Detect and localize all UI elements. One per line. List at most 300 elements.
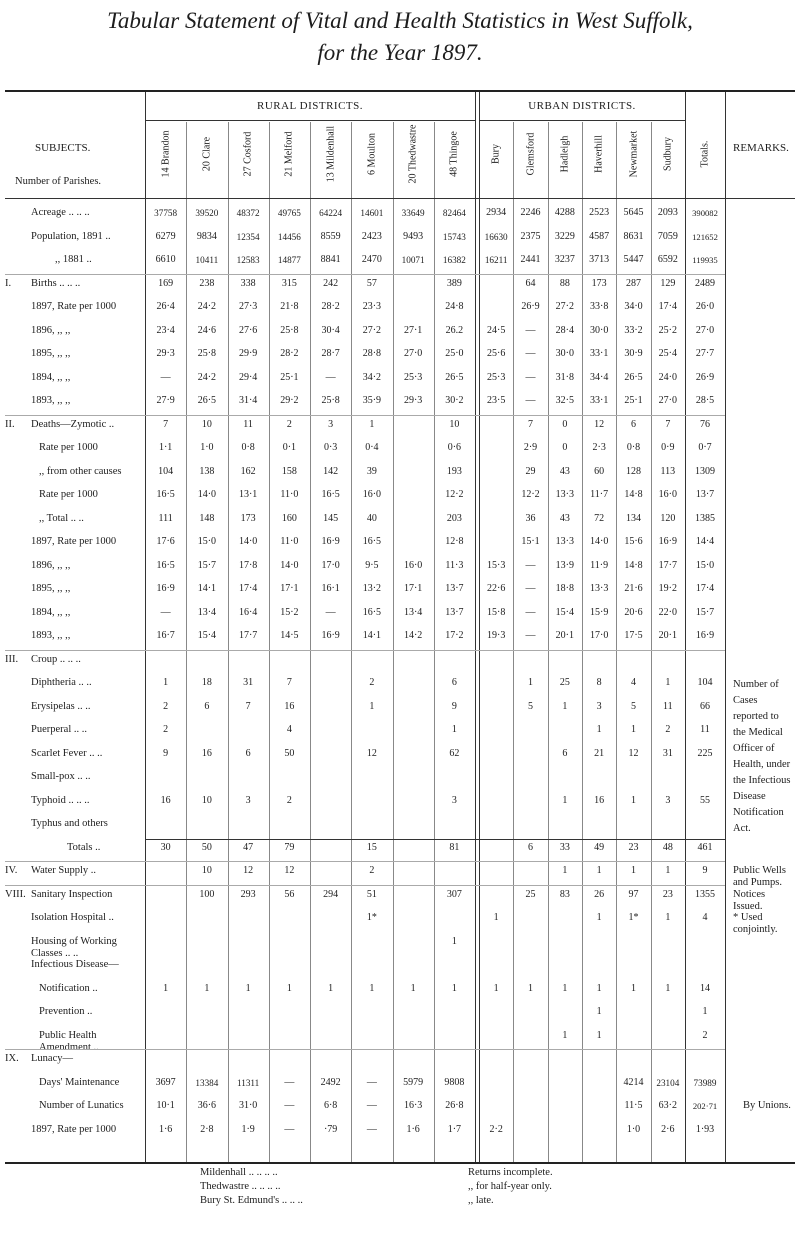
- table-cell: 173: [591, 277, 607, 289]
- table-cell: 15·2: [280, 606, 299, 618]
- table-cell: 27·2: [362, 324, 382, 336]
- table-cell: 51: [366, 888, 377, 900]
- table-cell: 30·9: [624, 348, 643, 359]
- table-cell: 2492: [320, 1076, 341, 1088]
- column-divider: [228, 122, 229, 1162]
- table-cell: 16: [284, 700, 295, 712]
- row-label: Housing of Working Classes .. ..: [31, 935, 117, 959]
- table-cell: 6610: [155, 254, 176, 265]
- row-label: Days' Maintenance: [39, 1076, 120, 1088]
- table-cell: 14·0: [238, 536, 258, 547]
- table-cell: 25·1: [280, 371, 299, 383]
- table-cell: 64: [525, 277, 536, 289]
- table-cell: 0·6: [447, 442, 462, 453]
- row-label: ,, from other causes: [39, 465, 122, 477]
- table-cell: 26.2: [445, 324, 464, 336]
- table-cell: 1: [562, 982, 568, 994]
- table-cell: 100: [199, 888, 215, 900]
- table-cell: 111: [158, 512, 173, 524]
- table-cell: 16·0: [403, 559, 423, 571]
- row-label: Water Supply ..: [31, 865, 97, 876]
- table-cell: 49: [594, 841, 605, 853]
- table-cell: 12·2: [521, 489, 540, 500]
- table-cell: 62: [449, 747, 460, 759]
- table-cell: 25·8: [321, 395, 340, 406]
- district-header: Newmarket: [628, 130, 639, 178]
- table-cell: 24·2: [197, 371, 217, 383]
- table-cell: 13·7: [695, 489, 715, 500]
- section-number: II.: [5, 418, 15, 430]
- table-cell: 33·1: [589, 348, 609, 359]
- table-cell: 27·0: [695, 324, 715, 336]
- table-cell: 2: [369, 677, 375, 688]
- table-cell: 2375: [520, 230, 541, 242]
- footnote-note: ,, for half-year only.: [468, 1181, 552, 1192]
- table-cell: 17·7: [658, 559, 677, 571]
- table-cell: 15: [366, 841, 377, 853]
- table-cell: 1: [562, 865, 568, 876]
- table-cell: 30·0: [555, 348, 574, 359]
- table-cell: 389: [446, 277, 462, 289]
- table-cell: 28·7: [321, 348, 340, 359]
- table-cell: 30: [160, 841, 171, 853]
- table-cell: 3: [596, 700, 602, 712]
- table-cell: 142: [323, 465, 339, 477]
- section-number: IV.: [5, 865, 18, 876]
- section-number: I.: [5, 277, 12, 289]
- row-label: Deaths—Zymotic ..: [31, 418, 115, 430]
- table-cell: —: [525, 348, 536, 359]
- table-cell: 16211: [484, 255, 508, 265]
- row-label: 1896, ,, ,,: [31, 324, 71, 336]
- table-cell: —: [160, 371, 171, 383]
- table-cell: 1·1: [158, 442, 173, 453]
- table-cell: 13·4: [403, 606, 423, 618]
- table-cell: 0: [562, 442, 568, 453]
- table-cell: 26·5: [445, 371, 464, 383]
- table-cell: 37758: [154, 208, 178, 218]
- table-cell: 16382: [442, 255, 466, 265]
- table-cell: 1355: [695, 888, 715, 900]
- table-cell: 1: [665, 912, 671, 923]
- table-cell: 12354: [236, 231, 260, 242]
- remark-notified-cases: Number of Cases reported to the Medical Officer of Health, under the Infectious Disease Notification Act.: [733, 679, 791, 834]
- table-cell: 10: [201, 865, 212, 876]
- table-cell: 8559: [320, 230, 341, 242]
- table-cell: 11311: [236, 1077, 260, 1088]
- table-cell: 28·5: [695, 395, 715, 406]
- table-cell: 27·0: [403, 348, 423, 359]
- remark-lunacy: By Unions.: [743, 1100, 791, 1111]
- table-cell: 2: [369, 865, 375, 876]
- table-cell: 6592: [657, 254, 678, 265]
- table-cell: 20·6: [624, 606, 643, 618]
- table-cell: —: [525, 583, 536, 594]
- table-cell: 16630: [484, 231, 508, 242]
- table-cell: 17·0: [321, 559, 340, 571]
- table-cell: 36: [525, 512, 536, 524]
- row-label: Puerperal .. ..: [31, 724, 87, 735]
- column-divider: [145, 92, 146, 1162]
- table-cell: 34·4: [589, 371, 609, 383]
- table-cell: 33649: [401, 208, 425, 218]
- table-cell: 10: [449, 418, 460, 430]
- table-cell: 16·5: [156, 559, 175, 571]
- table-cell: 17·4: [238, 583, 258, 594]
- table-cell: 5: [631, 700, 636, 712]
- table-cell: 128: [626, 465, 641, 477]
- column-divider: [582, 122, 583, 1162]
- table-cell: 0·9: [661, 442, 675, 453]
- table-cell: 28·8: [362, 348, 382, 359]
- table-cell: 1: [596, 1006, 602, 1017]
- table-cell: 1: [665, 982, 671, 994]
- table-cell: 16: [160, 794, 171, 806]
- district-header: Haverhill: [593, 135, 605, 173]
- table-cell: 16·9: [695, 630, 715, 641]
- table-cell: 17·1: [280, 583, 299, 594]
- table-cell: 9: [451, 700, 457, 712]
- table-cell: 16·0: [658, 489, 677, 500]
- table-cell: 1: [596, 912, 602, 923]
- table-cell: 11·7: [590, 489, 609, 500]
- table-cell: 11·0: [280, 536, 299, 547]
- table-cell: 1·0: [626, 1123, 641, 1135]
- district-header: Hadleigh: [559, 135, 571, 173]
- table-cell: 24·5: [486, 324, 506, 336]
- column-divider: [725, 92, 726, 1162]
- section-rule: [5, 415, 725, 416]
- table-cell: 134: [626, 512, 641, 524]
- row-label: 1894, ,, ,,: [31, 606, 71, 618]
- table-cell: 6: [204, 700, 210, 712]
- row-label: Acreage .. .. ..: [31, 207, 90, 218]
- column-divider: [513, 122, 514, 1162]
- table-cell: 43: [559, 512, 570, 524]
- table-cell: —: [525, 606, 536, 618]
- table-cell: 21·6: [624, 583, 643, 594]
- table-cell: 2093: [657, 207, 678, 218]
- table-cell: 83: [559, 888, 570, 900]
- table-cell: 1: [665, 865, 671, 876]
- column-divider: [351, 122, 352, 1162]
- table-cell: 11: [243, 418, 253, 430]
- table-cell: 31·0: [238, 1100, 258, 1111]
- table-cell: 15·9: [589, 606, 609, 618]
- table-cell: 31: [243, 677, 254, 688]
- table-cell: 48: [662, 841, 673, 853]
- row-label: Prevention ..: [39, 1006, 93, 1017]
- table-cell: 33·1: [589, 395, 609, 406]
- table-cell: 27·1: [403, 324, 423, 336]
- table-cell: 33·8: [589, 301, 609, 312]
- district-header: 13 Mildenhall: [325, 125, 337, 183]
- table-cell: 5979: [403, 1076, 424, 1088]
- header-rule: [479, 120, 685, 121]
- row-label: Lunacy—: [31, 1053, 73, 1064]
- table-cell: 25·3: [486, 371, 506, 383]
- row-label: Rate per 1000: [39, 442, 98, 453]
- table-cell: 5645: [623, 207, 644, 218]
- row-label: Sanitary Inspection: [31, 888, 113, 900]
- table-cell: 12: [628, 747, 639, 759]
- table-cell: 169: [158, 277, 174, 289]
- table-cell: 16·5: [362, 606, 382, 618]
- table-cell: 20·1: [555, 630, 574, 641]
- row-label: Infectious Disease—: [31, 959, 119, 970]
- table-cell: 57: [366, 277, 377, 289]
- table-cell: 18·8: [555, 583, 574, 594]
- table-cell: 49765: [277, 208, 301, 218]
- table-cell: 17·2: [445, 630, 464, 641]
- table-cell: 158: [281, 465, 297, 477]
- table-cell: 1: [451, 935, 457, 947]
- row-label: 1895, ,, ,,: [31, 348, 71, 359]
- row-label: Notification ..: [39, 982, 98, 994]
- table-cell: 27·2: [555, 301, 574, 312]
- table-cell: 3: [328, 418, 334, 430]
- table-cell: 9·5: [365, 559, 379, 571]
- urban-districts-header: URBAN DISTRICTS.: [528, 100, 636, 112]
- table-cell: 2934: [486, 207, 507, 218]
- table-cell: —: [284, 1123, 295, 1135]
- table-cell: 9834: [196, 230, 217, 242]
- table-cell: 60: [594, 465, 605, 477]
- table-cell: 14·5: [280, 630, 299, 641]
- table-cell: 1: [493, 982, 499, 994]
- table-cell: 14·0: [589, 536, 609, 547]
- table-cell: 2: [163, 724, 169, 735]
- table-cell: 26·8: [445, 1100, 464, 1111]
- table-cell: 293: [240, 888, 256, 900]
- table-cell: 104: [158, 465, 174, 477]
- row-label: Typhoid .. .. ..: [31, 794, 90, 806]
- table-cell: 39: [366, 465, 377, 477]
- table-cell: 307: [446, 888, 462, 900]
- row-label: Diphtheria .. ..: [31, 677, 92, 688]
- table-cell: 28·4: [555, 324, 574, 336]
- table-cell: 242: [323, 277, 339, 289]
- table-cell: 3713: [589, 254, 610, 265]
- table-cell: 2·3: [592, 442, 606, 453]
- table-cell: 2·8: [200, 1123, 214, 1135]
- table-cell: 0: [562, 418, 568, 430]
- table-cell: 26·5: [197, 395, 217, 406]
- table-cell: 6: [562, 747, 568, 759]
- table-cell: 238: [199, 277, 215, 289]
- column-divider: [393, 122, 394, 1162]
- table-cell: 1: [369, 418, 375, 430]
- table-cell: 26·4: [156, 301, 175, 312]
- table-cell: 3237: [554, 254, 575, 265]
- table-cell: 294: [323, 888, 339, 900]
- totals-rule: [145, 839, 725, 840]
- table-cell: 1: [369, 700, 375, 712]
- row-label: ,, 1881 ..: [55, 254, 92, 265]
- table-cell: 16·5: [321, 489, 340, 500]
- table-cell: 13·7: [445, 583, 464, 594]
- table-cell: 7: [286, 677, 292, 688]
- table-cell: 29: [525, 465, 536, 477]
- table-cell: 11: [663, 700, 673, 712]
- row-label: Totals ..: [67, 841, 101, 853]
- section-number: IX.: [5, 1053, 19, 1064]
- column-divider: [434, 122, 435, 1162]
- section-rule: [5, 650, 725, 651]
- table-cell: 3697: [155, 1076, 176, 1088]
- table-cell: 35·9: [362, 395, 382, 406]
- table-cell: 6: [631, 418, 636, 430]
- table-cell: 30·4: [321, 324, 340, 336]
- row-label: 1897, Rate per 1000: [31, 1123, 117, 1135]
- table-cell: 1: [163, 677, 169, 688]
- table-cell: 4587: [589, 230, 610, 242]
- table-cell: ·79: [323, 1123, 338, 1135]
- table-cell: 9: [163, 747, 169, 759]
- row-label: Erysipelas .. ..: [31, 700, 91, 712]
- table-cell: 5447: [623, 254, 644, 265]
- table-cell: 20·1: [658, 630, 677, 641]
- table-cell: 2: [286, 794, 292, 806]
- table-cell: 193: [446, 465, 462, 477]
- district-header: 14 Brandon: [160, 130, 172, 178]
- table-cell: 6: [451, 677, 457, 688]
- table-cell: 72: [594, 512, 605, 524]
- table-cell: 25·2: [658, 324, 677, 336]
- table-cell: 338: [240, 277, 256, 289]
- table-cell: 21·8: [280, 301, 299, 312]
- table-cell: 8: [596, 677, 602, 688]
- table-cell: 29·2: [280, 395, 299, 406]
- table-cell: 1: [245, 982, 251, 994]
- table-cell: 13·3: [555, 536, 574, 547]
- table-cell: 9493: [403, 230, 424, 242]
- row-label: 1893, ,, ,,: [31, 630, 71, 641]
- table-cell: 27·3: [238, 301, 258, 312]
- table-cell: 23: [628, 841, 639, 853]
- totals-header: Totals.: [699, 140, 711, 168]
- table-cell: 1·0: [200, 442, 214, 453]
- section-number: VIII.: [5, 888, 26, 900]
- section-number: III.: [5, 653, 19, 665]
- district-header: Sudbury: [662, 137, 674, 171]
- table-cell: 12: [366, 747, 377, 759]
- page-subtitle: for the Year 1897.: [317, 40, 483, 65]
- table-cell: 5: [528, 700, 533, 712]
- table-cell: 14601: [360, 208, 384, 218]
- table-cell: 6·8: [323, 1100, 338, 1111]
- table-cell: 119935: [692, 255, 718, 265]
- table-cell: 48372: [236, 208, 260, 218]
- table-cell: 1309: [695, 465, 715, 477]
- table-cell: 129: [660, 277, 676, 289]
- table-cell: 16·9: [156, 583, 175, 594]
- table-cell: 1: [596, 865, 602, 876]
- table-cell: 17·6: [156, 536, 175, 547]
- table-cell: 4: [631, 677, 636, 688]
- table-cell: 11·5: [624, 1100, 643, 1111]
- section-rule: [5, 861, 725, 862]
- table-cell: 24·0: [658, 371, 677, 383]
- table-cell: 63·2: [658, 1100, 677, 1111]
- remark-water-supply: Public Wells and Pumps.: [733, 865, 786, 888]
- table-cell: 14·1: [197, 583, 217, 594]
- table-cell: 7: [665, 418, 671, 430]
- table-cell: 39520: [195, 208, 219, 218]
- table-cell: 24·8: [445, 301, 464, 312]
- district-header: 20 Clare: [201, 136, 213, 172]
- table-cell: 23: [662, 888, 673, 900]
- table-cell: 17·4: [695, 583, 715, 594]
- page-title: Tabular Statement of Vital and Health Statistics in West Suffolk,: [107, 8, 693, 33]
- table-cell: 2: [286, 418, 292, 430]
- table-cell: 461: [697, 841, 713, 853]
- table-cell: 7: [245, 700, 251, 712]
- district-header: Bury: [490, 144, 502, 164]
- table-cell: 113: [660, 465, 676, 477]
- remark-sanitary: Notices Issued.: [733, 888, 766, 912]
- table-cell: 0·4: [365, 442, 379, 453]
- table-cell: 16·7: [156, 630, 175, 641]
- table-cell: 25·3: [403, 371, 423, 383]
- row-label: Isolation Hospital ..: [31, 912, 114, 923]
- table-cell: 16·9: [658, 536, 677, 547]
- table-cell: 21: [594, 747, 605, 759]
- district-header: 21 Melford: [283, 131, 295, 177]
- section-rule: [5, 885, 725, 886]
- row-label: Small-pox .. ..: [31, 771, 91, 782]
- table-cell: 16·1: [321, 583, 340, 594]
- table-cell: 6279: [155, 230, 176, 242]
- table-cell: 4288: [554, 207, 575, 218]
- table-cell: 4: [286, 724, 292, 735]
- row-label: ,, Total .. ..: [39, 512, 84, 524]
- table-cell: 16: [594, 794, 605, 806]
- table-cell: 173: [240, 512, 256, 524]
- row-label: Births .. .. ..: [31, 277, 81, 289]
- table-cell: 76: [700, 418, 710, 430]
- table-cell: 26: [594, 888, 605, 900]
- column-divider: [269, 122, 270, 1162]
- section-rule: [5, 1049, 725, 1050]
- table-cell: 25: [559, 677, 570, 688]
- table-cell: 104: [697, 677, 713, 688]
- table-cell: 315: [281, 277, 297, 289]
- table-cell: 18: [201, 677, 212, 688]
- table-cell: —: [366, 1100, 377, 1111]
- footnote-note: ,, late.: [468, 1195, 494, 1206]
- table-cell: 7: [163, 418, 169, 430]
- table-cell: 17·8: [238, 559, 258, 571]
- row-label: Rate per 1000: [39, 489, 98, 500]
- table-cell: 15·7: [197, 559, 217, 571]
- table-cell: —: [366, 1076, 377, 1088]
- table-cell: 15·8: [486, 606, 506, 618]
- table-cell: 10: [201, 418, 212, 430]
- table-cell: 25·6: [486, 348, 506, 359]
- table-cell: 1: [528, 982, 533, 994]
- table-cell: 64224: [319, 208, 343, 218]
- table-cell: 81: [449, 841, 460, 853]
- district-header: 48 Thingoe: [448, 131, 460, 177]
- table-cell: 6: [245, 747, 251, 759]
- table-cell: 138: [199, 465, 215, 477]
- table-cell: 33·2: [624, 324, 643, 336]
- table-cell: 160: [281, 512, 297, 524]
- table-cell: 4214: [623, 1076, 644, 1088]
- table-cell: —: [160, 606, 171, 618]
- table-cell: 0·3: [323, 442, 338, 453]
